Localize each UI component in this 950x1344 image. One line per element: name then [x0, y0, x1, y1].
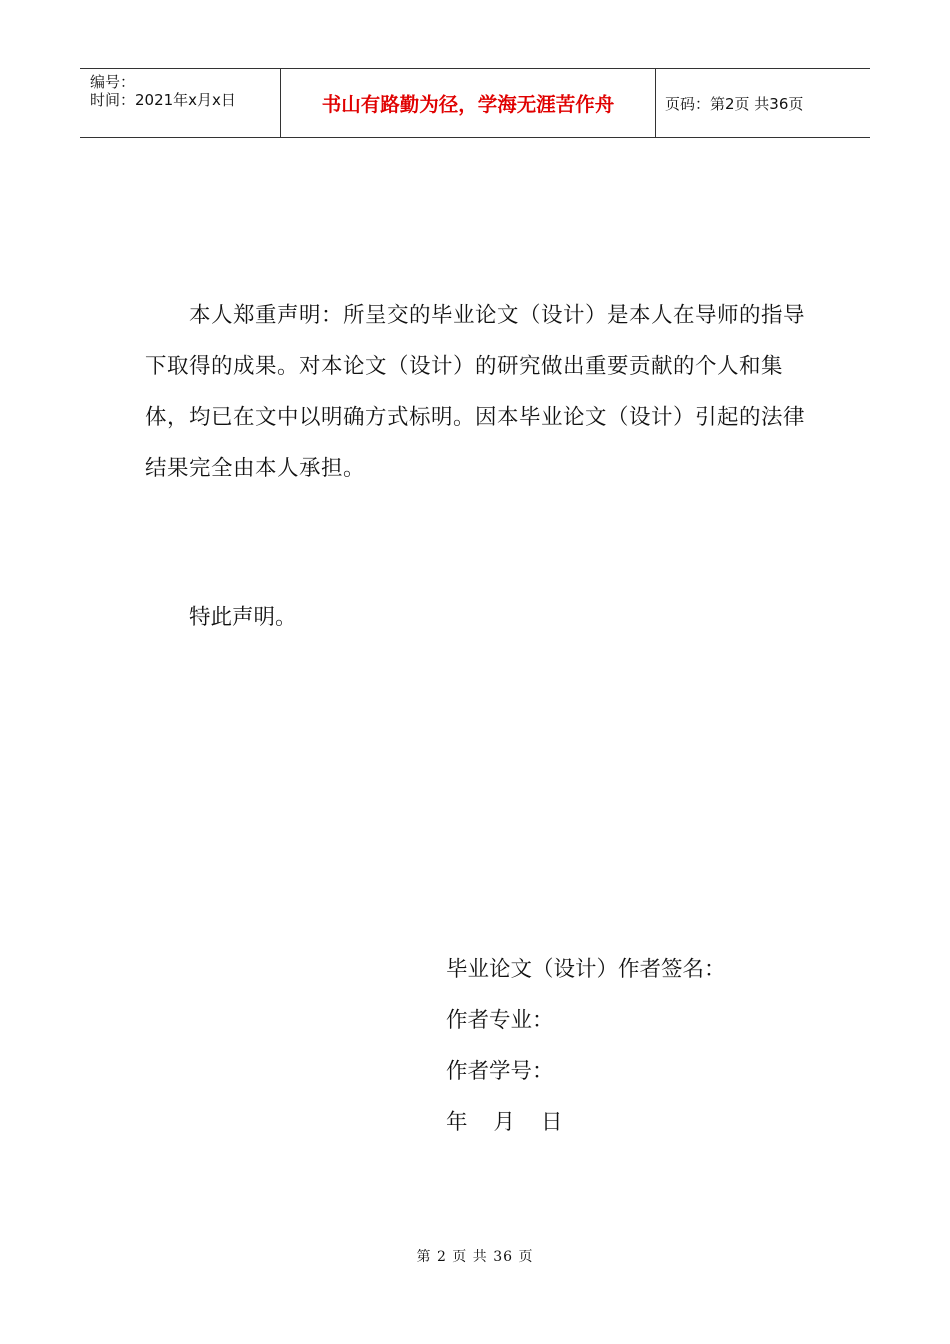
signature-block	[446, 944, 726, 1148]
author-id-label: 作者学号：	[446, 1059, 554, 1084]
author-major-label: 作者专业：	[446, 1008, 554, 1033]
motto-text: 书山有路勤为径，学海无涯苦作舟	[321, 93, 615, 116]
header-motto-cell	[280, 69, 656, 137]
year-label: 年	[446, 1110, 468, 1135]
page-header	[80, 68, 870, 138]
page-footer	[0, 1246, 950, 1266]
footer-page-number: 第 2 页 共 36 页	[416, 1249, 534, 1265]
declaration-body	[145, 290, 810, 494]
month-label: 月	[493, 1110, 516, 1135]
number-label: 编号：	[90, 73, 136, 91]
day-label: 日	[541, 1110, 563, 1135]
declaration-paragraph: 本人郑重声明：所呈交的毕业论文（设计）是本人在导师的指导下取得的成果。对本论文（设计）的研究做出重要贡献的个人和集体，均已在文中以明确方式标明。因本毕业论文（设计）引起的法律结果完全由本人承担。	[145, 303, 806, 481]
header-page-info: 页码：第2页 共36页	[665, 94, 804, 113]
header-meta-cell	[80, 69, 280, 137]
time-label: 时间：2021年x月x日	[90, 91, 236, 109]
date-line	[446, 1097, 726, 1148]
header-page-cell	[655, 69, 870, 137]
special-statement: 特此声明。	[189, 605, 297, 630]
author-signature-label: 毕业论文（设计）作者签名：	[446, 957, 726, 982]
